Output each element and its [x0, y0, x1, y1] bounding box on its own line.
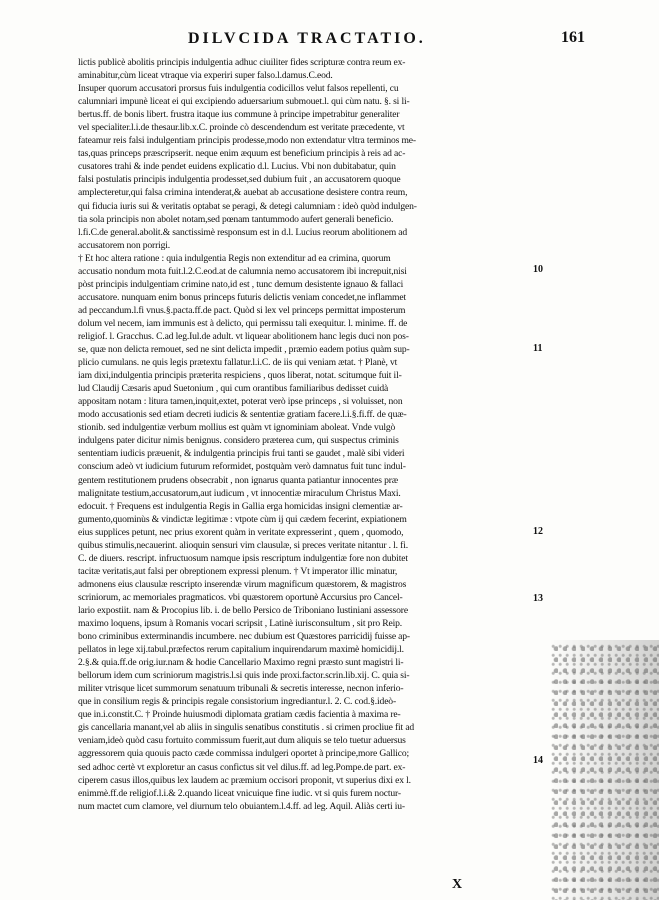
text-line: tia sola principis non abolet notam,sed pœnam tantummodo aufert generali beneficio.: [78, 213, 394, 225]
margin-number: 10: [533, 264, 543, 275]
margin-number: 13: [533, 593, 543, 604]
text-line: ciperem casus illos,quibus lex laudem ac præmium occisori proponit, vt superius dixi ex l.: [78, 774, 411, 786]
text-line: fateamur reis falsi indulgentiam principis prodesse,modo non extendatur vltra terminos me-: [78, 135, 416, 147]
text-line: religiof. l. Gracchus. C.ad leg.Iul.de adult. vt liquear abolitionem hanc legis duci non pos-: [78, 330, 409, 342]
text-line: appositam notam : litura tamen,inquit,extet, poterat verò ipse princeps , si voluisset, non: [78, 396, 403, 408]
text-line: gis cancellaria manant,vel ab aliis in singulis senatibus constitutis . si crimen procliue fit ad: [78, 722, 415, 734]
running-title: DILVCIDA TRACTATIO.: [188, 30, 426, 47]
text-line: edocuit. † Frequens est indulgentia Regis in Gallia erga homicidas insigni clementiæ ar-: [78, 500, 403, 512]
body-text: [78, 56, 525, 813]
text-line: aminabitur,cùm liceat vtraque via experiri super falso.l.damus.C.eod.: [78, 70, 333, 82]
text-line: veniam,ideò quòd casu fortuito commissum fuerit,aut dum aliquis se telo tuetur aduersus: [78, 735, 406, 747]
text-line: que in.i.constit.C. † Proinde huiusmodi diplomata gratiam cædis facientia à maxima re-: [78, 709, 401, 721]
text-line: Insuper quorum accusatori prorsus fuis indulgentia codicillos velut falsos repellenti, cu: [78, 83, 399, 95]
text-line: iam dixi,indulgentia principis præterita respiciens , quos liberat, notat. scitumque fuit il-: [78, 370, 402, 382]
text-line: falsi postulatis principis indulgentia prodesset,sed dubium fuit , an accusatorem quoque: [78, 174, 401, 186]
text-line: vel specialiter.l.i.de thesaur.lib.x.C. proinde cò descendendum est veritate præcedente, vt: [78, 122, 405, 134]
text-line: lud Claudij Cæsaris apud Suetonium , qui cum orantibus familiaribus dedisset cuidà: [78, 383, 389, 395]
text-line: aggressorem quia quouis pacto cæde commissa indulgeri oportet à principe,more Gallico;: [78, 748, 410, 760]
text-line: indulgens pater dicitur nimis benignus. considero præterea cum, qui suspectus criminis: [78, 435, 399, 447]
text-line: sententiam iudicis præuenit, & indulgentia principis frui tanti se gaudet , malè sibi videri: [78, 448, 405, 460]
text-line: gentem restitutionem prudens obsecrabit , non ignarus quanta patiantur innocentes præ: [78, 474, 399, 486]
text-line: dolum vel necem, iam immunis est à delicto, qui permissu tali exequitur. l. minime. ff. de: [78, 317, 408, 329]
text-line: accusatorem non porrigi.: [78, 239, 171, 251]
page-number: 161: [561, 29, 585, 46]
text-line: maximo loquens, ipsum à Romanis vocari scripsit , Latinè iurisconsultum , sit pro Reip.: [78, 618, 403, 630]
text-line: lario expostiit. nam & Procopius lib. i. de bello Persico de Triboniano Iustiniani assessore: [78, 604, 408, 616]
text-line: calumniari impunè liceat ei qui excipiendo aduersarium submouet.l. qui cùm natu. §. si li-: [78, 96, 410, 108]
signature-mark: X: [452, 877, 463, 892]
text-line: que in consilium regis & principis regale consistorium ingrediantur.l. 2. C. cod.§.ideò-: [78, 696, 396, 708]
page-header: [150, 29, 585, 54]
margin-number: 14: [533, 755, 543, 766]
text-line: quibus stimulis,necauerint. alioquin sensuri vim clausulæ, si preces veritate nitantur . l. fi.: [78, 539, 408, 551]
page-edge-shadow: [549, 640, 659, 900]
text-line: malignitate testium,accusatorum,aut iudicum , vt innocentiæ miraculum Christus Maxi.: [78, 487, 401, 499]
text-line: eius supplices petunt, nec prius exorent quàm in veritate expresserint , quem , quomodo,: [78, 526, 404, 538]
text-line: sed adhoc certè vt exploretur an casus confictus sit vel dilus.ff. ad leg.Pompe.de part. ex-: [78, 761, 406, 773]
text-line: modo accusationis sed etiam decreti iudicis & sententiæ gratiam facere.l.i.§.fi.ff. de quæ-: [78, 409, 407, 421]
text-line: C. de diuers. rescript. infructuosum namque ipsis rescriptum indulgentiæ fore non dubitet: [78, 552, 408, 564]
text-line: se, quæ non delicta remouet, sed ne sint delicta impedit , præmio eadem potius quàm sup-: [78, 344, 410, 356]
text-line: tas,quas princeps præscripserit. neque enim æquum est beneficium principis à reis ad ac-: [78, 148, 406, 160]
text-line: militer vtrisque licet summorum senatuum tribunali & secretis interesse, necnon inferio-: [78, 683, 404, 695]
text-line: accusatio nondum mota fuit.l.2.C.eod.at de calumnia nemo accusatorem ibi increpuit,nisi: [78, 265, 407, 277]
text-line: accusatore. nunquam enim bonus princeps futuris delictis veniam concedet,ne inflammet: [78, 291, 406, 303]
margin-number: 12: [533, 526, 543, 537]
margin-number: 11: [533, 343, 543, 354]
text-line: num mactet cum clamore, vel diurnum telo obuiantem.l.4.ff. ad leg. Aquil. Aliàs certi iu-: [78, 800, 405, 812]
text-line: bellorum idem cum scriniorum magistris.l.si quis inde proxi.factor.scrin.lib.xij. C. quia si-: [78, 670, 410, 682]
text-line: plicio cumulans. ne quis legis prætextu fallatur.l.i.C. de iis qui veniam ætat. † Planè, vt: [78, 357, 398, 369]
text-line: tacitæ veritatis,aut falsi per obreptionem expressi plenum. † Vt imperator illic minatur,: [78, 565, 398, 577]
text-line: l.fi.C.de general.abolit.& sanctissimè responsum est in d.l. Lucius reorum abolitionem ad: [78, 226, 408, 238]
text-line: 2.§.& quia.ff.de orig.iur.nam & hodie Cancellario Maximo regni præsto sunt magistri li-: [78, 657, 404, 669]
text-line: admonens eius clausulæ rescripto inserendæ virum magnificum quæstorem, & magistros: [78, 578, 407, 590]
text-line: bono criminibus exterminandis incumbere. nec dubium est Quæstores parricidij fuisse ap-: [78, 631, 410, 643]
text-line: ad peccandum.l.fi vnus.§.pacta.ff.de pact. Quòd si lex vel princeps permittat imposterum: [78, 304, 406, 316]
text-line: amplecteretur,qui falsa crimina intenderat,& auebat ab accusatione desistere contra reum,: [78, 187, 408, 199]
text-line: pellatos in lege xij.tabul.præfectos rerum capitalium inquirendarum maximè homicidij.l.: [78, 644, 404, 656]
text-line: conscium adeò vt iudicium futurum reformidet, postquàm verò damnatus fuit tunc indul-: [78, 461, 406, 473]
text-line: pòst principis indulgentiam crimine nato,id est , tunc demum desistente ignauo & fallaci: [78, 278, 404, 290]
text-line: † Et hoc altera ratione : quia indulgentia Regis non extenditur ad ea crimina, quorum: [78, 252, 391, 264]
text-line: stionib. sed indulgentiæ verbum mollius est quàm vt ignominiam aboleat. Vnde vulgò: [78, 422, 396, 434]
text-line: scriniorum, ac memoriales pragmaticos. vbi quæstorem oportunè Accursius pro Cancel-: [78, 591, 403, 603]
text-line: lictis publicè abolitis principis indulgentia adhuc ciuiliter fides scripturæ contra reum ex-: [78, 57, 406, 68]
text-line: bertus.ff. de bonis libert. frustra itaque ius commune à principe impetrabitur generaliter: [78, 109, 400, 121]
text-line: qui fiducia iuris sui & veritatis optabat se peragi, & detegi calumniam : ideò quòd indulgen-: [78, 200, 417, 212]
text-line: enimmè.ff.de religiof.l.i.& 2.quando liceat vnicuique fine iudic. vt si quis furem noctur-: [78, 787, 401, 799]
text-line: cusatores trahi & inde pendet euidens explicatio d.l. Lucius. Vbi non dubitabatur, quin: [78, 161, 396, 173]
text-line: gumento,quominùs & vindictæ legitimæ : vtpote cùm ij qui cædem fecerint, expiationem: [78, 513, 407, 525]
